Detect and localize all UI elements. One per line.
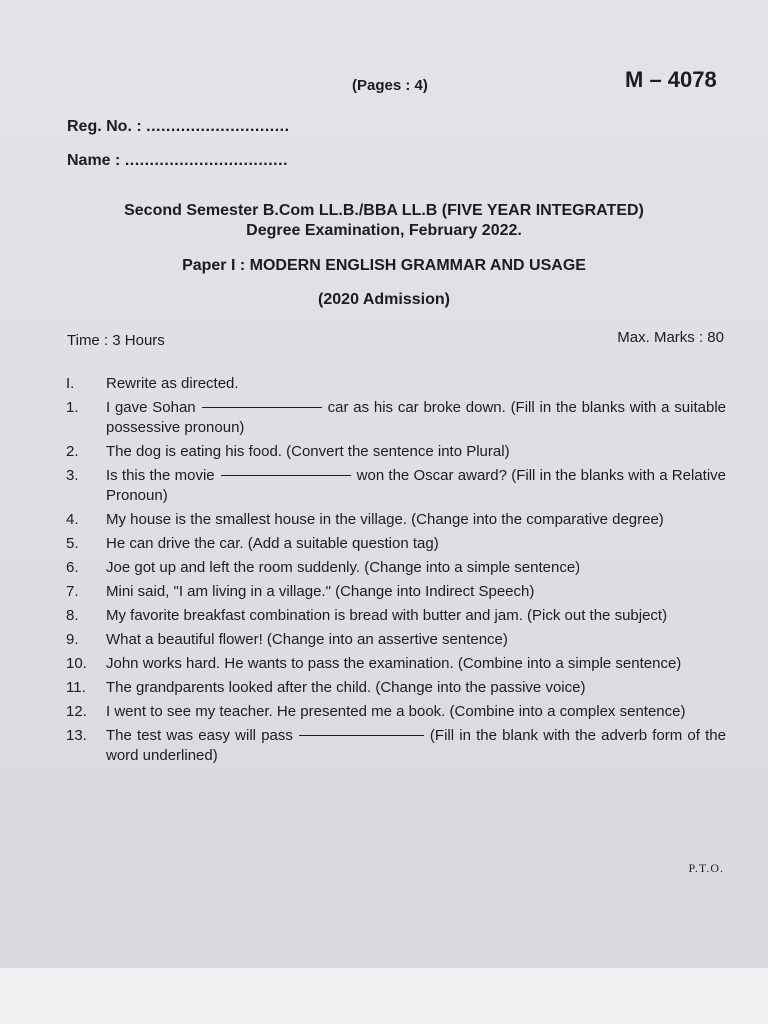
question-number: 8.: [66, 607, 79, 624]
question-number: 4.: [66, 511, 79, 528]
question-item: [66, 606, 726, 626]
question-item: [66, 558, 726, 578]
name-dots: .................................: [124, 152, 289, 169]
question-number: 1.: [66, 399, 79, 416]
question-text: The test was easy will pass (Fill in the blank with the adverb form of the word underlined): [106, 727, 726, 764]
reg-no-label: Reg. No. :: [67, 118, 142, 135]
name-label: Name :: [67, 152, 121, 169]
question-item: [66, 702, 726, 722]
question-text: My house is the smallest house in the village. (Change into the comparative degree): [106, 511, 664, 528]
question-number: 7.: [66, 583, 79, 600]
question-number: 2.: [66, 443, 79, 460]
question-item: [66, 398, 726, 438]
question-text: Is this the movie won the Oscar award? (Fill in the blanks with a Relative Pronoun): [106, 467, 726, 504]
page-bottom-background: [0, 968, 768, 1024]
question-item: [66, 678, 726, 698]
exam-duration: Time : 3 Hours: [67, 332, 165, 349]
question-text: The grandparents looked after the child. (Change into the passive voice): [106, 679, 586, 696]
admission-year: (2020 Admission): [318, 291, 450, 308]
fill-blank-line: [299, 735, 424, 736]
question-item: [66, 510, 726, 530]
question-item: [66, 442, 726, 462]
question-item: [66, 726, 726, 766]
question-list: [66, 374, 726, 770]
question-item: [66, 466, 726, 506]
question-item: [66, 654, 726, 674]
question-item: [66, 630, 726, 650]
question-number: 5.: [66, 535, 79, 552]
name-field: [67, 152, 288, 170]
question-number: 11.: [66, 679, 86, 696]
section-number: I.: [66, 375, 75, 392]
question-text: Joe got up and left the room suddenly. (Change into a simple sentence): [106, 559, 581, 576]
title-line-1: Second Semester B.Com LL.B./BBA LL.B (FIVE YEAR INTEGRATED): [124, 202, 644, 219]
question-text: He can drive the car. (Add a suitable question tag): [106, 535, 439, 552]
question-item: [66, 582, 726, 602]
title-line-2: Degree Examination, February 2022.: [246, 222, 522, 239]
question-text: I gave Sohan car as his car broke down. (Fill in the blanks with a suitable possessive pronoun): [106, 399, 727, 436]
question-text: The dog is eating his food. (Convert the sentence into Plural): [106, 443, 510, 460]
paper-code: M – 4078: [625, 67, 717, 92]
question-text: Mini said, "I am living in a village." (Change into Indirect Speech): [106, 583, 535, 600]
reg-no-field: [67, 118, 290, 136]
question-number: 10.: [66, 655, 87, 672]
max-marks: Max. Marks : 80: [617, 329, 724, 346]
question-number: 3.: [66, 467, 79, 484]
section-heading: [66, 374, 726, 394]
question-number: 12.: [66, 703, 87, 720]
fill-blank-line: [202, 407, 322, 408]
reg-no-dots: .............................: [146, 118, 290, 135]
question-number: 6.: [66, 559, 79, 576]
question-number: 13.: [66, 727, 87, 744]
fill-blank-line: [221, 475, 351, 476]
question-text: What a beautiful flower! (Change into an assertive sentence): [106, 631, 508, 648]
question-text: My favorite breakfast combination is bread with butter and jam. (Pick out the subject): [106, 607, 668, 624]
question-text: John works hard. He wants to pass the examination. (Combine into a simple sentence): [106, 655, 682, 672]
question-text: I went to see my teacher. He presented me a book. (Combine into a complex sentence): [106, 703, 686, 720]
paper-title: Paper I : MODERN ENGLISH GRAMMAR AND USAGE: [182, 257, 586, 274]
section-instruction: Rewrite as directed.: [106, 375, 239, 392]
question-number: 9.: [66, 631, 79, 648]
please-turn-over: P.T.O.: [688, 861, 724, 875]
page-count: (Pages : 4): [352, 77, 428, 94]
question-item: [66, 534, 726, 554]
